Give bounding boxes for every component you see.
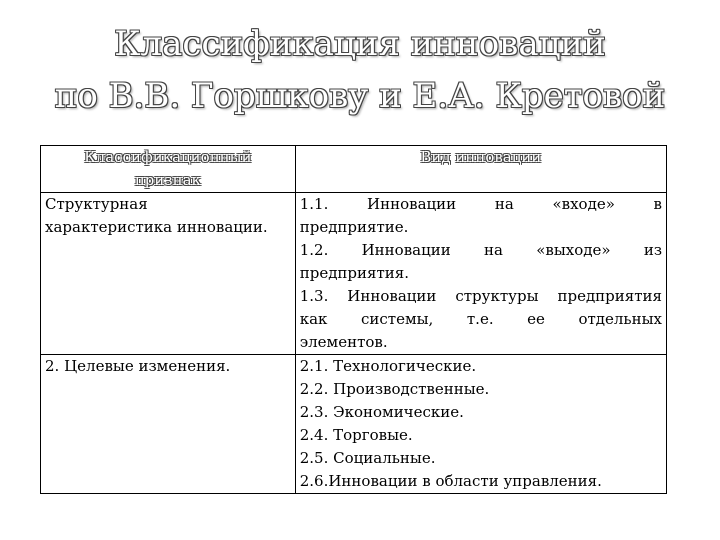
type-item: 1.1. Инновации на «входе» в [299, 195, 662, 213]
type-item: предприятие. [299, 218, 409, 236]
type-item: как системы, т.е. ее отдельных [299, 310, 662, 328]
type-item: 2.6.Инновации в области управления. [299, 472, 602, 490]
criterion-line: 2. Целевые изменения. [45, 357, 231, 375]
type-item: 1.2. Инновации на «выходе» из [299, 241, 662, 259]
type-item: 2.4. Торговые. [299, 426, 413, 444]
criterion-line: характеристика инновации. [45, 218, 268, 236]
table-header-row [41, 146, 667, 193]
title-line-1: Классификация инноваций [114, 24, 606, 64]
table-row [41, 193, 667, 355]
header-criterion-line-2: признак [134, 171, 201, 189]
header-criterion-line-1: Классификационный [84, 148, 252, 166]
header-criterion [41, 146, 296, 193]
type-item: 2.1. Технологические. [299, 357, 477, 375]
type-item: 2.3. Экономические. [299, 403, 464, 421]
type-item: элементов. [299, 333, 388, 351]
table-row [41, 355, 667, 494]
classification-table [40, 145, 667, 494]
type-item: 2.2. Производственные. [299, 380, 490, 398]
types-cell [295, 355, 666, 494]
type-item: 2.5. Социальные. [299, 449, 436, 467]
type-item: 1.3. Инновации структуры предприятия [299, 287, 662, 305]
page-title [0, 18, 720, 122]
criterion-cell [41, 193, 296, 355]
type-item: предприятия. [299, 264, 410, 282]
criterion-line: Структурная [45, 195, 148, 213]
criterion-cell [41, 355, 296, 494]
title-line-2: по В.В. Горшкову и Е.А. Кретовой [54, 76, 666, 116]
types-cell [295, 193, 666, 355]
header-type: Вид инновации [295, 146, 666, 193]
